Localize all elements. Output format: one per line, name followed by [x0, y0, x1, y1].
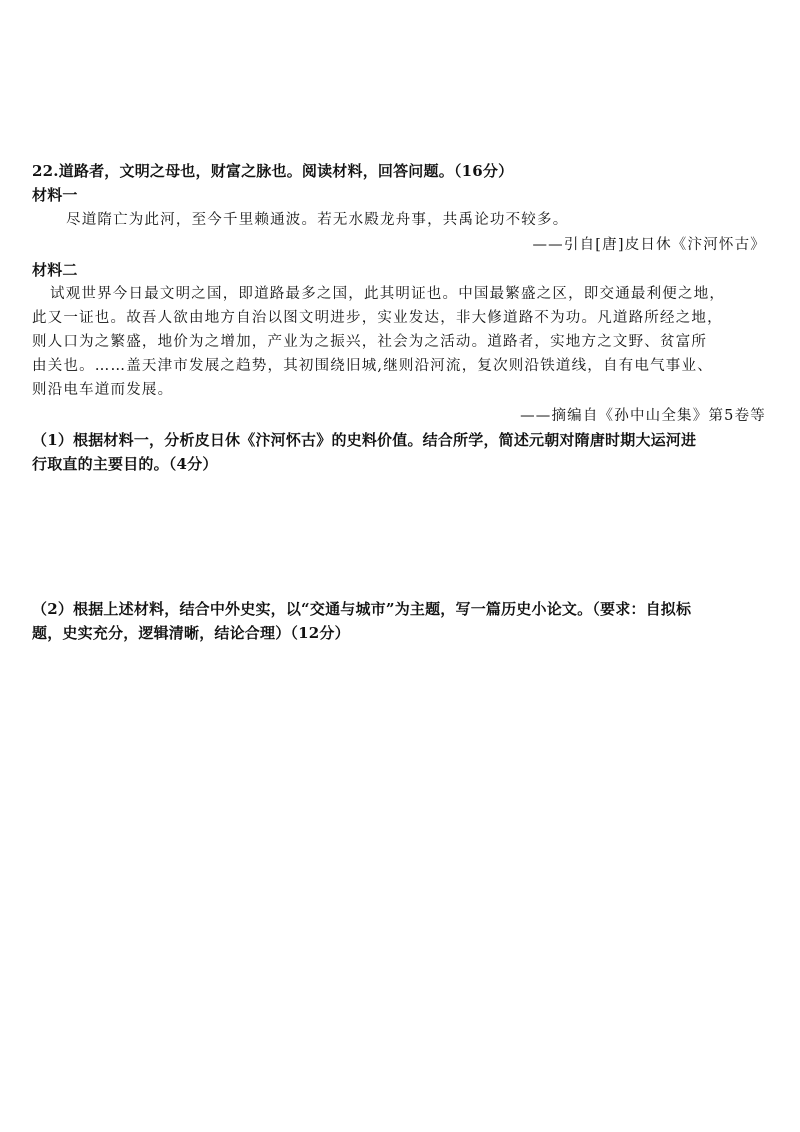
material2-line-5: 则沿电车道而发展。	[32, 382, 174, 398]
question-title: 22.道路者，文明之母也，财富之脉也。阅读材料，回答问题。（16分）	[32, 162, 514, 180]
sub-question-2-line-1: （2）根据上述材料，结合中外史实，以“交通与城市”为主题，写一篇历史小论文。（要求：自拟标	[32, 600, 692, 618]
material2-heading: 材料二	[32, 261, 78, 279]
material1-source: ——引自[唐]皮日休《汴河怀古》	[532, 237, 766, 253]
sub-question-1-line-2: 行取直的主要目的。（4分）	[32, 455, 218, 473]
material1-heading: 材料一	[32, 186, 78, 204]
material2-source: ——摘编自《孙中山全集》第5卷等	[520, 408, 766, 424]
material2-line-3: 则人口为之繁盛，地价为之增加，产业为之振兴，社会为之活动。道路者，实地方之文野、贫富所	[32, 334, 708, 350]
material2-line-2: 此又一证也。故吾人欲由地方自治以图文明进步，实业发达，非大修道路不为功。凡道路所经之地，	[32, 310, 723, 326]
sub-question-2-line-2: 题，史实充分，逻辑清晰，结论合理）（12分）	[32, 624, 350, 642]
sub-question-1-line-1: （1）根据材料一，分析皮日休《汴河怀古》的史料价值。结合所学，简述元朝对隋唐时期大运河进	[32, 431, 697, 449]
material2-line-1: 试观世界今日最文明之国，即道路最多之国，此其明证也。中国最繁盛之区，即交通最利便之地，	[50, 286, 726, 302]
material1-poem: 尽道隋亡为此河，至今千里赖通波。若无水殿龙舟事，共禹论功不较多。	[66, 212, 569, 228]
material2-line-4: 由关也。……盖天津市发展之趋势，其初围绕旧城,继则沿河流，复次则沿铁道线，自有电气事业、	[32, 358, 713, 374]
